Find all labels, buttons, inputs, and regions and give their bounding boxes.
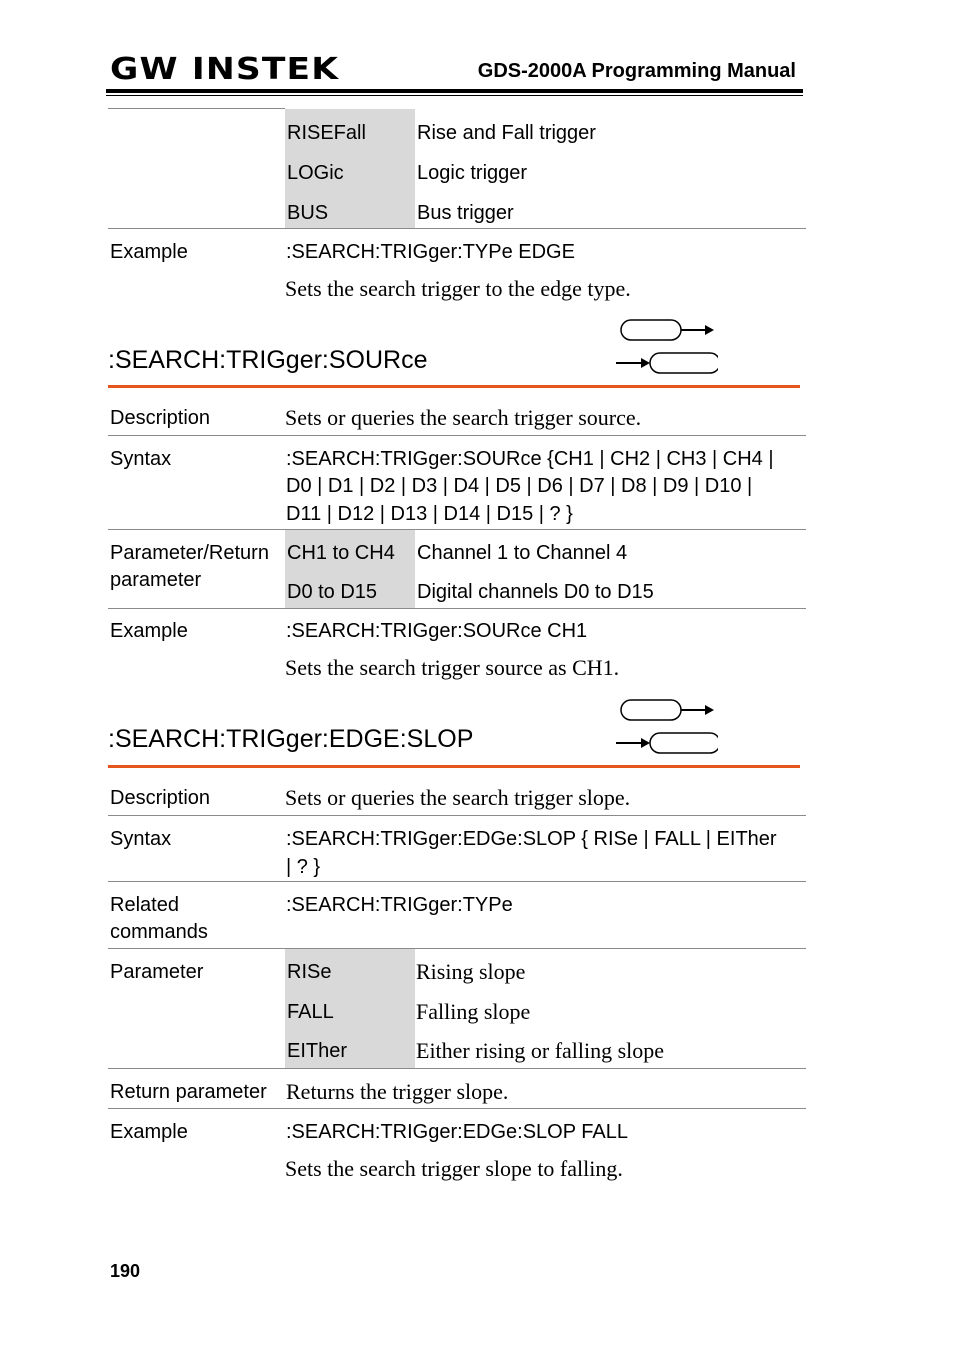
description-text: Sets or queries the search trigger slope.	[285, 785, 631, 810]
section-title-slop: :SEARCH:TRIGger:EDGE:SLOP	[108, 725, 474, 753]
parameter-label: Parameter	[110, 961, 204, 983]
example-command: :SEARCH:TRIGger:TYPe EDGE	[286, 241, 575, 263]
description-label: Description	[110, 407, 211, 429]
syntax-label: Syntax	[110, 828, 172, 850]
param-ch-desc: Channel 1 to Channel 4	[417, 542, 628, 564]
example-command: :SEARCH:TRIGger:SOURce CH1	[286, 620, 588, 642]
param-return-label-2: parameter	[110, 569, 202, 591]
brand-logo: GW INSTEK	[110, 52, 340, 87]
section-title-source: :SEARCH:TRIGger:SOURce	[108, 346, 428, 374]
set-query-icon	[616, 318, 718, 376]
example-description: Sets the search trigger source as CH1.	[285, 655, 620, 680]
divider	[108, 608, 806, 609]
param-rise: RISe	[287, 961, 332, 983]
param-risefall-desc: Rise and Fall trigger	[417, 122, 596, 144]
related-label-2: commands	[110, 921, 208, 943]
divider	[108, 1068, 806, 1069]
param-ch: CH1 to CH4	[287, 542, 395, 564]
divider	[108, 228, 806, 229]
example-label: Example	[110, 620, 188, 642]
divider	[108, 108, 285, 109]
syntax-line-2: | ? }	[286, 856, 321, 878]
param-logic: LOGic	[287, 162, 344, 184]
syntax-line-1: :SEARCH:TRIGger:SOURce {CH1 | CH2 | CH3 | CH4 |	[286, 448, 774, 470]
param-risefall: RISEFall	[287, 122, 366, 144]
param-rise-desc: Rising slope	[416, 959, 526, 984]
set-command-icon	[621, 700, 714, 720]
param-logic-desc: Logic trigger	[417, 162, 528, 184]
manual-title: GDS-2000A Programming Manual	[477, 60, 796, 82]
param-bus: BUS	[287, 202, 329, 224]
param-fall: FALL	[287, 1001, 334, 1023]
query-command-icon	[616, 353, 718, 373]
example-label: Example	[110, 1121, 188, 1143]
syntax-line-1: :SEARCH:TRIGger:EDGe:SLOP { RISe | FALL | EITher	[286, 828, 777, 850]
header-rule	[106, 89, 803, 93]
param-d: D0 to D15	[287, 581, 378, 603]
description-text: Sets or queries the search trigger source.	[285, 405, 642, 430]
header-rule-thin	[106, 95, 803, 96]
divider	[108, 948, 806, 949]
set-command-icon	[621, 320, 714, 340]
query-command-icon	[616, 733, 718, 753]
section-rule	[108, 385, 800, 388]
set-query-icon	[616, 698, 718, 756]
param-either: EITher	[287, 1040, 348, 1062]
divider	[108, 529, 806, 530]
param-fall-desc: Falling slope	[416, 999, 531, 1024]
syntax-line-2: D0 | D1 | D2 | D3 | D4 | D5 | D6 | D7 | D8 | D9 | D10 |	[286, 475, 753, 497]
param-either-desc: Either rising or falling slope	[416, 1038, 665, 1063]
page-number: 190	[110, 1261, 141, 1281]
syntax-line-3: D11 | D12 | D13 | D14 | D15 | ? }	[286, 503, 573, 525]
divider	[108, 1108, 806, 1109]
related-label: Related	[110, 894, 179, 916]
example-description: Sets the search trigger to the edge type.	[285, 276, 631, 301]
divider	[108, 435, 806, 436]
syntax-label: Syntax	[110, 448, 172, 470]
return-description: Returns the trigger slope.	[286, 1079, 509, 1104]
divider	[108, 815, 806, 816]
example-label: Example	[110, 241, 188, 263]
return-label: Return parameter	[110, 1081, 267, 1103]
description-label: Description	[110, 787, 211, 809]
related-command: :SEARCH:TRIGger:TYPe	[286, 894, 513, 916]
param-d-desc: Digital channels D0 to D15	[417, 581, 654, 603]
param-return-label: Parameter/Return	[110, 542, 269, 564]
example-description: Sets the search trigger slope to falling.	[285, 1156, 623, 1181]
example-command: :SEARCH:TRIGger:EDGe:SLOP FALL	[286, 1121, 628, 1143]
section-rule	[108, 765, 800, 768]
param-bus-desc: Bus trigger	[417, 202, 514, 224]
divider	[108, 881, 806, 882]
